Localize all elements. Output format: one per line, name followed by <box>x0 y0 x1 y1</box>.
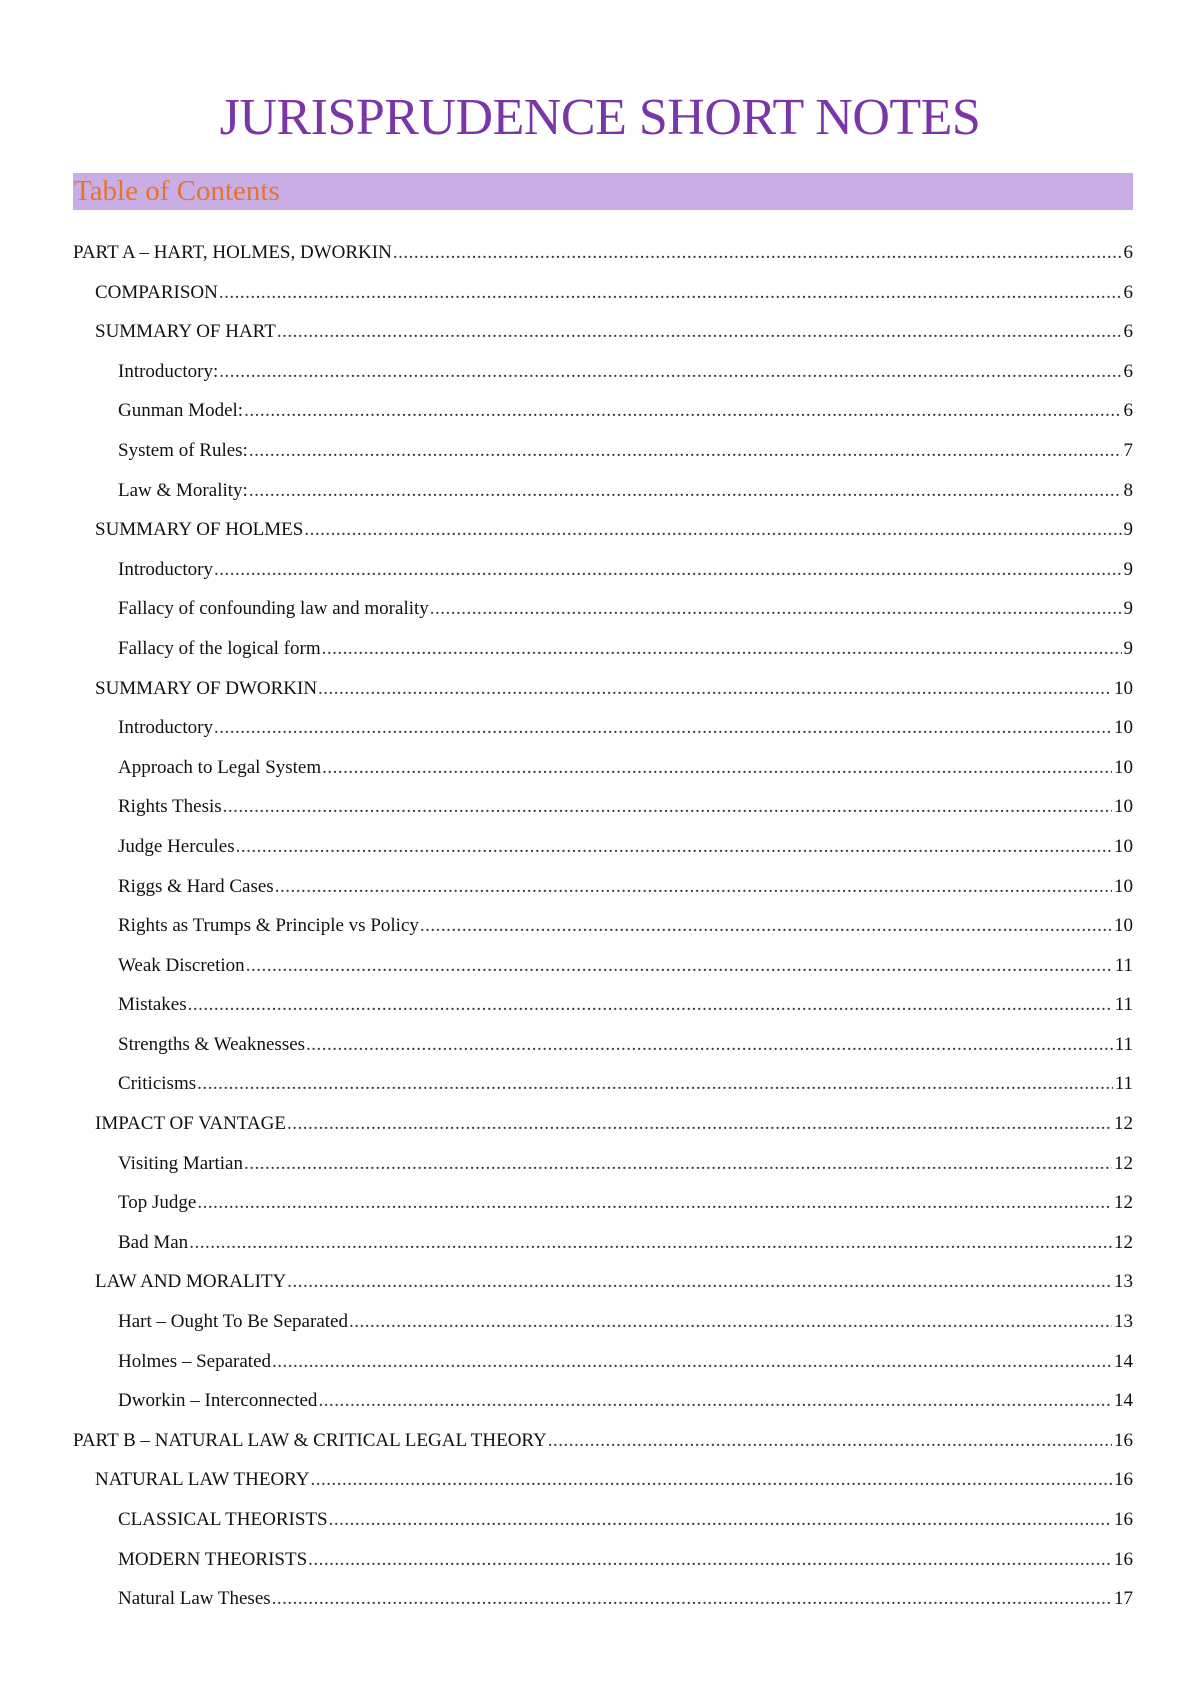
toc-entry[interactable] <box>73 911 1133 951</box>
toc-entry-page-number: 12 <box>1114 1192 1133 1214</box>
toc-entry[interactable] <box>73 1188 1133 1228</box>
toc-entry-title: Visiting Martian <box>118 1152 243 1174</box>
toc-entry-title: Mistakes <box>118 994 187 1016</box>
toc-entry-page-number: 13 <box>1114 1311 1133 1333</box>
toc-dot-leader <box>246 951 1113 981</box>
toc-entry[interactable] <box>73 317 1133 357</box>
toc-dot-leader <box>430 594 1122 624</box>
toc-entry-title: Natural Law Theses <box>118 1588 271 1610</box>
toc-entry-title: Introductory <box>118 717 213 739</box>
toc-entry[interactable] <box>73 1505 1133 1545</box>
toc-entry[interactable] <box>73 1347 1133 1387</box>
toc-entry-title: Bad Man <box>118 1231 189 1253</box>
toc-entry[interactable] <box>73 1030 1133 1070</box>
toc-entry-title: Fallacy of the logical form <box>118 637 321 659</box>
toc-entry[interactable] <box>73 1069 1133 1109</box>
toc-dot-leader <box>393 238 1122 268</box>
toc-dot-leader <box>249 436 1122 466</box>
toc-dot-leader <box>236 832 1112 862</box>
toc-dot-leader <box>275 872 1112 902</box>
toc-entry-title: NATURAL LAW THEORY <box>95 1469 310 1491</box>
toc-entry[interactable] <box>73 555 1133 595</box>
toc-entry-page-number: 12 <box>1114 1113 1133 1135</box>
toc-entry-page-number: 12 <box>1114 1152 1133 1174</box>
toc-entry-title: LAW AND MORALITY <box>95 1271 287 1293</box>
toc-entry-title: CLASSICAL THEORISTS <box>118 1509 328 1530</box>
toc-entry-page-number: 17 <box>1114 1588 1133 1610</box>
toc-entry-title: Riggs & Hard Cases <box>118 875 274 897</box>
toc-entry[interactable] <box>73 951 1133 991</box>
toc-dot-leader <box>197 1188 1112 1218</box>
toc-entry-page-number: 14 <box>1114 1350 1133 1372</box>
toc-dot-leader <box>277 317 1122 347</box>
toc-dot-leader <box>197 1069 1113 1099</box>
toc-entry[interactable] <box>73 1228 1133 1268</box>
toc-entry-page-number: 16 <box>1114 1548 1133 1570</box>
toc-entry[interactable] <box>73 1149 1133 1189</box>
toc-entry[interactable] <box>73 674 1133 714</box>
toc-entry-page-number: 9 <box>1123 558 1133 580</box>
toc-entry[interactable] <box>73 1386 1133 1426</box>
toc-dot-leader <box>318 674 1112 704</box>
toc-entry-page-number: 10 <box>1114 756 1133 778</box>
toc-entry[interactable] <box>73 357 1133 397</box>
toc-entry-title: Rights Thesis <box>118 796 222 818</box>
toc-dot-leader <box>304 515 1121 545</box>
toc-entry[interactable] <box>73 436 1133 476</box>
toc-dot-leader <box>311 1465 1112 1495</box>
toc-entry-page-number: 9 <box>1123 637 1133 659</box>
toc-entry-page-number: 14 <box>1114 1390 1133 1412</box>
toc-dot-leader <box>306 1030 1113 1060</box>
toc-entry-page-number: 9 <box>1123 519 1133 541</box>
toc-entry[interactable] <box>73 396 1133 436</box>
toc-entry[interactable] <box>73 713 1133 753</box>
toc-entry-page-number: 10 <box>1114 875 1133 897</box>
toc-entry-page-number: 7 <box>1123 439 1133 461</box>
toc-entry-title: Top Judge <box>118 1192 197 1214</box>
toc-entry-title: Criticisms <box>118 1073 197 1095</box>
toc-entry-page-number: 11 <box>1114 1073 1133 1095</box>
table-of-contents <box>73 238 1133 1624</box>
toc-entry-title: MODERN THEORISTS <box>118 1548 308 1570</box>
toc-entry-title: Hart – Ought To Be Separated <box>118 1311 348 1333</box>
document-title: JURISPRUDENCE SHORT NOTES <box>219 89 981 146</box>
toc-dot-leader <box>272 1347 1112 1377</box>
toc-entry[interactable] <box>73 278 1133 318</box>
toc-entry-page-number: 10 <box>1114 717 1133 739</box>
toc-entry[interactable] <box>73 1426 1133 1466</box>
toc-dot-leader <box>214 555 1122 585</box>
toc-entry-title: SUMMARY OF HART <box>95 321 276 343</box>
toc-dot-leader <box>189 1228 1112 1258</box>
toc-entry[interactable] <box>73 515 1133 555</box>
toc-entry-title: Holmes – Separated <box>118 1350 272 1372</box>
toc-dot-leader <box>272 1584 1112 1614</box>
toc-entry[interactable] <box>73 832 1133 872</box>
toc-entry-page-number: 6 <box>1123 360 1133 382</box>
toc-entry-page-number: 13 <box>1114 1271 1133 1293</box>
toc-entry-page-number: 10 <box>1114 796 1133 818</box>
toc-entry[interactable] <box>73 792 1133 832</box>
toc-entry[interactable] <box>73 238 1133 278</box>
toc-entry-title: Introductory <box>118 558 213 580</box>
toc-entry-page-number: 10 <box>1114 915 1133 937</box>
toc-entry[interactable] <box>73 1545 1133 1585</box>
toc-entry-page-number: 16 <box>1114 1429 1133 1451</box>
toc-dot-leader <box>287 1267 1112 1297</box>
toc-entry-title: PART A – HART, HOLMES, DWORKIN <box>73 242 392 263</box>
toc-entry-title: Strengths & Weaknesses <box>118 1033 306 1055</box>
toc-heading-bar <box>73 173 1133 210</box>
toc-entry-title: Law & Morality: <box>118 479 248 501</box>
toc-entry-title: Weak Discretion <box>118 954 245 976</box>
toc-entry-title: COMPARISON <box>95 281 218 303</box>
toc-dot-leader <box>219 278 1122 308</box>
toc-entry-page-number: 6 <box>1123 321 1133 343</box>
toc-entry-page-number: 12 <box>1114 1231 1133 1253</box>
toc-entry-title: Introductory: <box>118 360 219 382</box>
toc-dot-leader <box>420 911 1112 941</box>
toc-dot-leader <box>244 1149 1112 1179</box>
toc-entry[interactable] <box>73 1109 1133 1149</box>
toc-entry-page-number: 10 <box>1114 677 1133 699</box>
toc-entry-page-number: 11 <box>1114 954 1133 976</box>
toc-entry[interactable] <box>73 753 1133 793</box>
toc-entry[interactable] <box>73 594 1133 634</box>
toc-entry-title: Rights as Trumps & Principle vs Policy <box>118 915 419 937</box>
toc-dot-leader <box>249 476 1122 506</box>
toc-dot-leader <box>287 1109 1112 1139</box>
toc-dot-leader <box>329 1505 1112 1535</box>
toc-dot-leader <box>322 634 1122 664</box>
toc-entry-page-number: 16 <box>1114 1509 1133 1530</box>
toc-entry-title: Approach to Legal System <box>118 756 322 778</box>
toc-dot-leader <box>219 357 1121 387</box>
toc-entry-page-number: 16 <box>1114 1469 1133 1491</box>
toc-entry[interactable] <box>73 634 1133 674</box>
toc-entry[interactable] <box>73 872 1133 912</box>
toc-entry-title: Gunman Model: <box>118 400 244 422</box>
toc-entry-page-number: 9 <box>1123 598 1133 620</box>
toc-entry[interactable] <box>73 1267 1133 1307</box>
toc-entry[interactable] <box>73 1465 1133 1505</box>
toc-dot-leader <box>322 753 1112 783</box>
toc-entry-page-number: 6 <box>1123 242 1133 263</box>
toc-dot-leader <box>548 1426 1112 1456</box>
toc-dot-leader <box>318 1386 1112 1416</box>
toc-entry-title: System of Rules: <box>118 439 248 461</box>
toc-entry[interactable] <box>73 1584 1133 1624</box>
toc-dot-leader <box>349 1307 1112 1337</box>
toc-entry-title: Judge Hercules <box>118 835 235 857</box>
toc-entry-page-number: 11 <box>1114 994 1133 1016</box>
toc-dot-leader <box>214 713 1112 743</box>
toc-entry-page-number: 10 <box>1114 835 1133 857</box>
toc-heading: Table of Contents <box>74 175 280 207</box>
toc-entry-title: SUMMARY OF HOLMES <box>95 519 304 541</box>
toc-dot-leader <box>223 792 1112 822</box>
toc-entry-title: Fallacy of confounding law and morality <box>118 598 429 620</box>
toc-entry-title: SUMMARY OF DWORKIN <box>95 677 318 699</box>
toc-dot-leader <box>188 990 1113 1020</box>
toc-entry-page-number: 11 <box>1114 1033 1133 1055</box>
toc-entry-page-number: 8 <box>1123 479 1133 501</box>
toc-entry-page-number: 6 <box>1123 400 1133 422</box>
toc-entry-title: Dworkin – Interconnected <box>118 1390 318 1412</box>
toc-entry-title: IMPACT OF VANTAGE <box>95 1113 286 1135</box>
toc-entry-title: PART B – NATURAL LAW & CRITICAL LEGAL THEORY <box>73 1429 547 1451</box>
toc-entry[interactable] <box>73 990 1133 1030</box>
toc-entry-page-number: 6 <box>1123 281 1133 303</box>
toc-dot-leader <box>308 1545 1112 1575</box>
toc-dot-leader <box>244 396 1121 426</box>
toc-entry[interactable] <box>73 476 1133 516</box>
toc-entry[interactable] <box>73 1307 1133 1347</box>
